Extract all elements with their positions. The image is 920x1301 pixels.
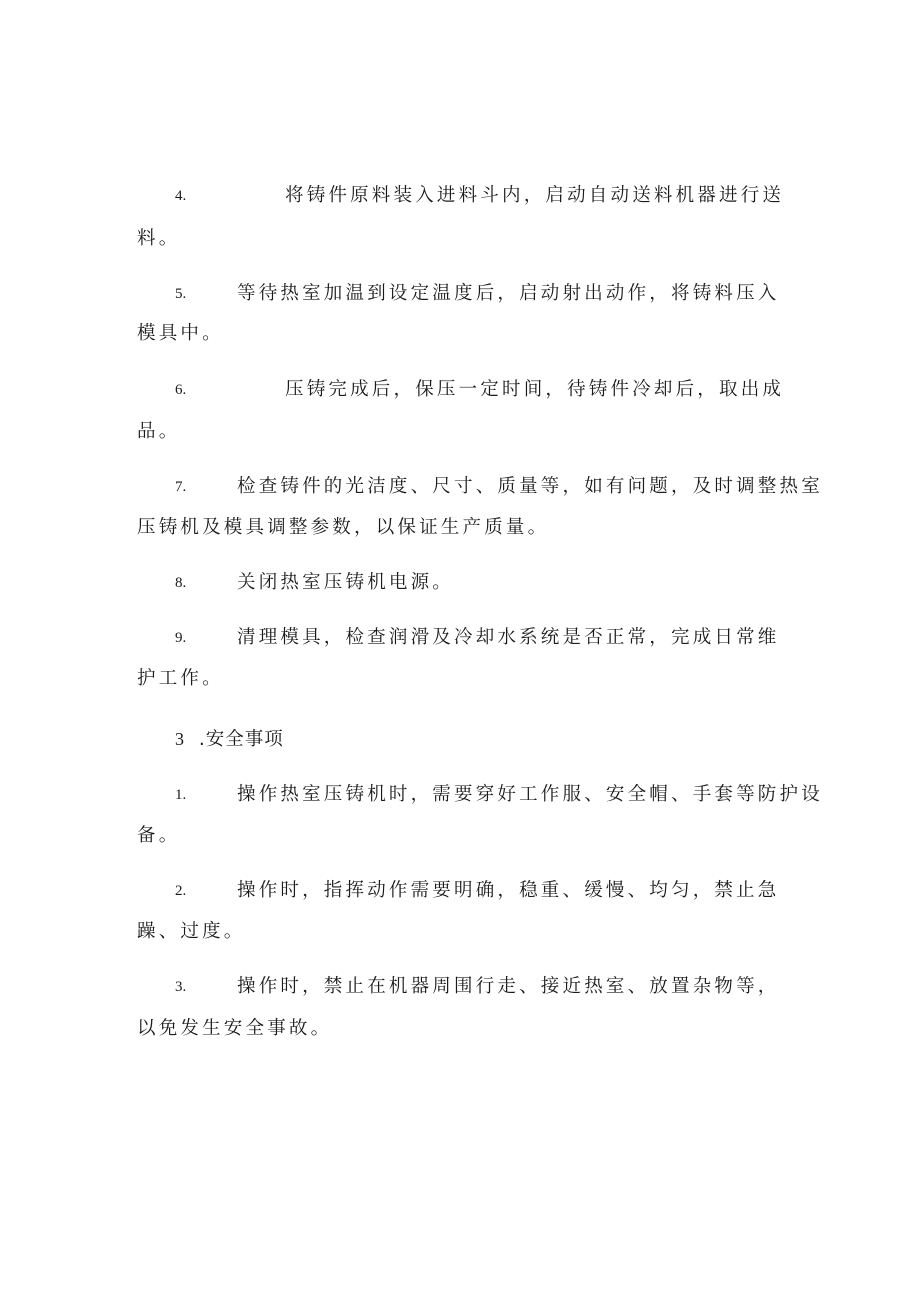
step-number: 9. (175, 630, 187, 646)
step-number: 4. (175, 188, 187, 204)
safety-number: 3. (175, 979, 187, 995)
step-text-line-2: 护工作。 (137, 668, 224, 689)
safety-text-line-2: 以免发生安全事故。 (137, 1018, 333, 1039)
step-text-line-2: 料。 (137, 228, 181, 249)
step-text-line-2: 品。 (137, 421, 181, 442)
step-text-line-1: 关闭热室压铸机电源。 (237, 572, 455, 593)
step-text-line-1: 清理模具，检查润滑及冷却水系统是否正常，完成日常维 (237, 627, 780, 648)
safety-number: 2. (175, 883, 187, 899)
section-title: .安全事项 (198, 729, 284, 750)
section-heading (175, 727, 284, 752)
safety-text-line-1: 操作热室压铸机时，需要穿好工作服、安全帽、手套等防护设 (237, 784, 823, 805)
section-number: 3 (175, 729, 184, 749)
safety-text-line-1: 操作时，指挥动作需要明确，稳重、缓慢、均匀，禁止急 (237, 880, 780, 901)
step-text-line-2: 模具中。 (137, 323, 224, 344)
safety-text-line-1: 操作时，禁止在机器周围行走、接近热室、放置杂物等， (237, 976, 780, 997)
safety-number: 1. (175, 787, 187, 803)
step-text-line-1: 等待热室加温到设定温度后，启动射出动作，将铸料压入 (237, 283, 780, 304)
step-text-line-2: 压铸机及模具调整参数，以保证生产质量。 (137, 517, 550, 538)
step-number: 7. (175, 479, 187, 495)
step-number: 6. (175, 382, 187, 398)
safety-text-line-2: 躁、过度。 (137, 921, 246, 942)
safety-text-line-2: 备。 (137, 825, 181, 846)
step-text-line-1: 检查铸件的光洁度、尺寸、质量等，如有问题，及时调整热室 (237, 476, 823, 497)
step-number: 5. (175, 286, 187, 302)
step-text-line-1: 将铸件原料装入进料斗内，启动自动送料机器进行送 (285, 185, 785, 206)
step-number: 8. (175, 575, 187, 591)
step-text-line-1: 压铸完成后，保压一定时间，待铸件冷却后，取出成 (285, 379, 785, 400)
